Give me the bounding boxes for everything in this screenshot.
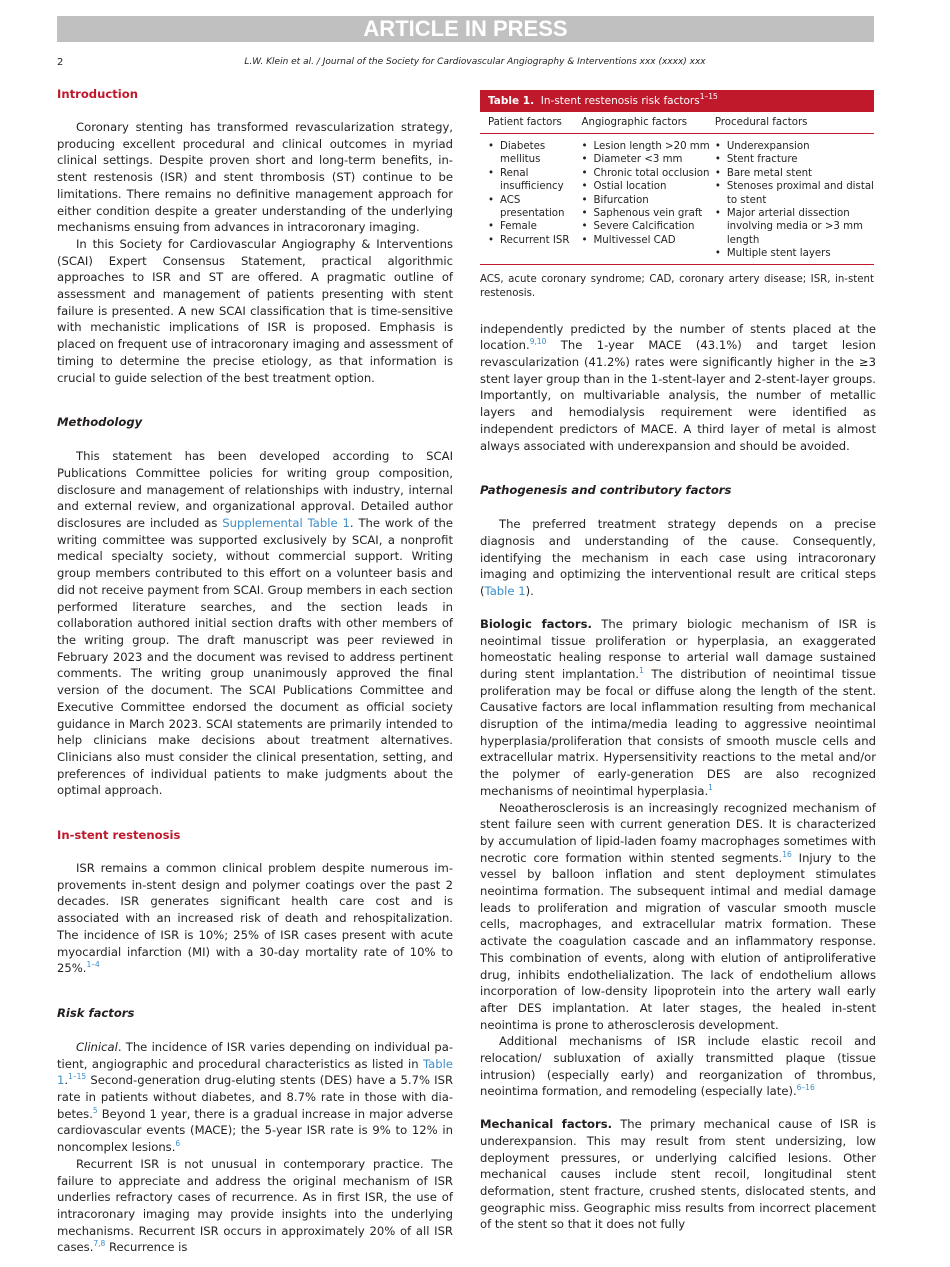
intro-paragraph-1: Coronary stenting has transformed revascularization strategy, producing excellent procedural and clinical outcomes in myriad clinical settings. Despite proven short and long-term benefits, in-stent restenosis (ISR) and stent thrombosis (ST) continue to be limitations. There remains no definitive management approach for either condition despite a greater understanding of the underlying mechanisms ensuing from advances in intracoronary imaging. bbox=[57, 120, 453, 235]
left-column bbox=[57, 86, 453, 1256]
citation-link[interactable]: 16 bbox=[782, 849, 792, 859]
intro-paragraph-2: In this Society for Cardiovascular Angiography & Interventions (SCAI) Expert Consensus Statement, practical algorithmic approaches to ISR and ST are offered. A pragmatic outline of assessment and management of patients presenting with stent failure is presented. A new SCAI classification that is time-sensitive with mechanistic implications of ISR is proposed. Emphasis is placed on frequent use of intracoronary imaging and assessment of timing to determine the precise etiology, as that information is crucial to guide selection of the best treatment option. bbox=[57, 236, 453, 385]
article-in-press-banner: ARTICLE IN PRESS bbox=[57, 16, 874, 42]
text-run: The distribution of neointimal tissue proliferation may be focal or diffuse along the length of the stent. Causative factors are local inflammation resulting from mechanical disruption of the intima/media leading to aggressive neointimal hyperplasia/proliferation that consists of smooth muscle cells and extracellular matrix. Hypersensitivity reactions to the metal and/or the polymer of early-generation DES are also recognized mechanisms of neointimal hyperplasia. bbox=[480, 666, 876, 798]
list-item: • Chronic total occlusion bbox=[582, 167, 715, 180]
subsection-heading-risk-factors: Risk factors bbox=[57, 1005, 135, 1020]
patient-factors-list bbox=[488, 140, 582, 261]
citation-link[interactable]: 7,8 bbox=[93, 1239, 106, 1249]
citation-link[interactable]: 1–15 bbox=[68, 1072, 87, 1082]
list-item: • Stent fracture bbox=[715, 153, 874, 166]
list-item: • Diameter <3 mm bbox=[582, 153, 715, 166]
list-item: • Stenoses proximal and distal to stent bbox=[715, 180, 874, 207]
text-run: independently predicted by the number of stents placed at the location. bbox=[480, 321, 876, 353]
isr-paragraph bbox=[57, 860, 453, 977]
text-run: This statement has been developed according to SCAI Publications Committee policies for writing group composition, disclosure and management of relationships with industry, internal and external review, and organizational approval. Detailed author disclosures are included as bbox=[57, 449, 453, 531]
subsection-heading-pathogenesis: Pathogenesis and contributory factors bbox=[480, 483, 732, 498]
list-item: • Bare metal stent bbox=[715, 167, 874, 180]
list-item: • ACS presentation bbox=[488, 194, 582, 221]
text-run: The primary mechanical cause of ISR is underexpansion. This may result from stent undersizing, low deployment pressures, or underlying calcified lesions. Other mechanical causes include stent recoil, longitudinal stent deformation, stent fracture, crushed stents, dislocated stents, and geographic miss. Geographic miss results from incorrect placement of the stent so that it does not fully bbox=[480, 1117, 876, 1232]
list-item: • Multivessel CAD bbox=[582, 234, 715, 247]
mechanical-factors-paragraph bbox=[480, 1116, 876, 1233]
neoatherosclerosis-paragraph bbox=[480, 800, 876, 1034]
text-run: ISR remains a common clinical problem despite numerous improvements in-stent design and polymer coatings over the past 2 decades. ISR generates significant health care cost and is associated with an increased risk of death and rehospitalization. The incidence of ISR is 10%; 25% of ISR cases present with acute myocardial infarction (MI) with a 30-day mortality rate of 10% to 25%. bbox=[57, 861, 453, 976]
risk-clinical-paragraph: Clinical. The incidence of ISR varies depending on individual patient, angiographic and procedural characteristics as listed in Table 1.$^{1-15}$ Second-generation drug-eluting stents (DES) have a 5.7% ISR rate in patients without diabetes, and 8.7% rate in those with diabetes.$^5$ Beyond 1 year, there is a gradual increase in major adverse cardiovascular events (MACE); the 5-year ISR rate is 9% to 12% in noncomplex lesions.$^6$ bbox=[57, 1039, 453, 1155]
text-run: . The incidence of ISR varies depending on individual patient, angiographic and procedural characteristics as listed in bbox=[57, 1039, 453, 1071]
text-run: Neoatherosclerosis is an increasingly recognized mechanism of stent failure seen with current generation DES. It is characterized by accumulation of lipid-laden foamy macrophages sometimes with necrotic core formation within stented segments. bbox=[480, 800, 876, 865]
citation-link[interactable]: 6–16 bbox=[796, 1083, 815, 1093]
list-item: • Female bbox=[488, 220, 582, 233]
text-run: The 1-year MACE (43.1%) and target lesion revascularization (41.2%) rates were significantly higher in the ≥3 stent layer group than in the 1-stent-layer and 2-stent-layer groups. Importantly, on multivariable analysis, the number of metallic layers and hemodialysis requirement were identified as independent predictors of MACE. A third layer of metal is almost always associated with underexpansion and should be avoided. bbox=[480, 338, 876, 453]
text-run: Additional mechanisms of ISR include elastic recoil and relocation/ subluxation of axially transmitted plaque (tissue intrusion) (especially early) and reorganization of thrombus, neointima formation, and remodeling (especially late). bbox=[480, 1034, 876, 1099]
subsection-heading-methodology: Methodology bbox=[57, 415, 143, 430]
citation-link[interactable]: 1–15 bbox=[699, 92, 718, 101]
list-item: • Multiple stent layers bbox=[715, 247, 874, 260]
citation-link[interactable]: 1 bbox=[639, 665, 644, 675]
running-head: L.W. Klein et al. / Journal of the Society for Cardiovascular Angiography & Interventions xxx (xxxx) xxx bbox=[244, 57, 706, 67]
table-1-link[interactable]: Table 1 bbox=[484, 584, 526, 599]
list-item: • Saphenous vein graft bbox=[582, 207, 715, 220]
text-run: Second-generation drug-eluting stents (DES) have a 5.7% ISR rate in patients without diabetes, and 8.7% rate in those with diabetes. bbox=[57, 1073, 453, 1121]
list-item: • Ostial location bbox=[582, 180, 715, 193]
column-header-angiographic-factors: Angiographic factors bbox=[581, 117, 688, 128]
section-heading-in-stent-restenosis: In-stent restenosis bbox=[57, 828, 181, 843]
text-run: The primary biologic mechanism of ISR is neointimal tissue proliferation or hyperplasia, an exaggerated homeostatic healing response to arterial wall damage sustained during stent implantation. bbox=[480, 616, 876, 681]
list-item: • Bifurcation bbox=[582, 194, 715, 207]
right-column bbox=[480, 90, 876, 1233]
table-1-link[interactable]: Table 1 bbox=[57, 1056, 453, 1088]
biologic-factors-label: Biologic factors. bbox=[480, 616, 592, 631]
table-title-bar bbox=[480, 90, 874, 112]
list-item: • Diabetes mellitus bbox=[488, 140, 582, 167]
clinical-run-in-label: Clinical bbox=[76, 1039, 118, 1054]
text-run: . The work of the writing committee was supported exclusively by SCAI, a nonprofit medical specialty society, without commercial support. Writing group members contributed to this effort on a volunteer basis and did not receive payment from SCAI. Group members in each section performed literature searches, and the section leads in collaboration authored initial section drafts with other members of the writing group. The draft manuscript was peer reviewed in February 2023 and the document was revised to address pertinent comments. The writing group unanimously approved the final version of the document. The SCAI Publications Committee and Executive Committee endorsed the document as official society guidance in March 2023. SCAI statements are primarily intended to help clinicians make decisions about treatment alternatives. Clinicians also must consider the clinical presentation, setting, and preferences of individual patients to make judgments about the optimal approach. bbox=[57, 516, 453, 798]
list-item: • Recurrent ISR bbox=[488, 234, 582, 247]
list-item: • Renal insufficiency bbox=[488, 167, 582, 194]
table-label: Table 1. bbox=[488, 95, 535, 107]
list-item: • Severe Calcification bbox=[582, 220, 715, 233]
citation-link[interactable]: 1–4 bbox=[86, 960, 100, 970]
list-item: • Major arterial dissection involving media or >3 mm length bbox=[715, 207, 874, 247]
procedural-factors-list bbox=[715, 140, 874, 261]
column-header-patient-factors: Patient factors bbox=[488, 117, 562, 128]
table-footnote: ACS, acute coronary syndrome; CAD, coronary artery disease; ISR, in-stent restenosis. bbox=[480, 273, 874, 299]
page-number: 2 bbox=[57, 57, 64, 68]
text-run: The preferred treatment strategy depends on a precise diagnosis and understanding of the cause. Consequently, identifying the mechanism in each case using intracoronary imaging and optimizing the interventional result are critical steps ( bbox=[480, 517, 876, 599]
column-header-procedural-factors: Procedural factors bbox=[714, 117, 808, 128]
citation-link[interactable]: 6 bbox=[175, 1139, 181, 1149]
table-title: In-stent restenosis risk factors bbox=[540, 95, 700, 107]
text-run: Recurrence is bbox=[105, 1240, 188, 1255]
angiographic-factors-list bbox=[582, 140, 715, 261]
pathogenesis-paragraph bbox=[480, 516, 876, 600]
table-1 bbox=[480, 90, 874, 301]
citation-link[interactable]: 1 bbox=[708, 782, 713, 792]
list-item: • Lesion length >20 mm bbox=[582, 140, 715, 153]
citation-link[interactable]: 9,10 bbox=[529, 337, 547, 347]
biologic-factors-paragraph bbox=[480, 616, 876, 800]
text-run: Injury to the vessel by balloon inflation and stent deployment stimulates neointima formation. The subsequent intimal and medial damage leads to proliferation and migration of vascular smooth muscle cells, macrophages, and extracellular matrix formation. These activate the coagulation cascade and an inflammatory response. This combination of events, along with elution of antiproliferative drug, inhibits endothelialization. The lack of endothelium allows incorporation of low-density lipoprotein into the artery wall early after DES implantation. At later stages, the healed in-stent neointima is prone to atherosclerosis development. bbox=[480, 850, 877, 1032]
text-run: Recurrent ISR is not unusual in contemporary practice. The failure to appreciate and address the original mechanism of ISR underlies refractory cases of recurrence. As in first ISR, the use of intracoronary imaging may provide insights into the underlying mechanisms. Recurrent ISR occurs in approximately 20% of all ISR cases. bbox=[57, 1156, 453, 1255]
citation-link[interactable]: 5 bbox=[92, 1105, 98, 1115]
text-run: ). bbox=[525, 584, 534, 599]
continuation-paragraph bbox=[480, 321, 876, 455]
table-body-row bbox=[480, 134, 874, 265]
mechanical-factors-label: Mechanical factors. bbox=[480, 1117, 613, 1132]
risk-recurrent-paragraph bbox=[57, 1156, 453, 1256]
additional-mechanisms-paragraph bbox=[480, 1033, 876, 1100]
table-header-row bbox=[480, 112, 874, 134]
list-item: • Underexpansion bbox=[715, 140, 874, 153]
text-run: Beyond 1 year, there is a gradual increase in major adverse cardiovascular events (MACE); the 5-year ISR rate is 9% to 12% in noncomplex lesions. bbox=[57, 1106, 453, 1155]
methodology-paragraph bbox=[57, 448, 453, 799]
supplemental-table-1-link[interactable]: Supplemental Table 1 bbox=[222, 516, 350, 531]
section-heading-introduction: Introduction bbox=[57, 87, 138, 101]
